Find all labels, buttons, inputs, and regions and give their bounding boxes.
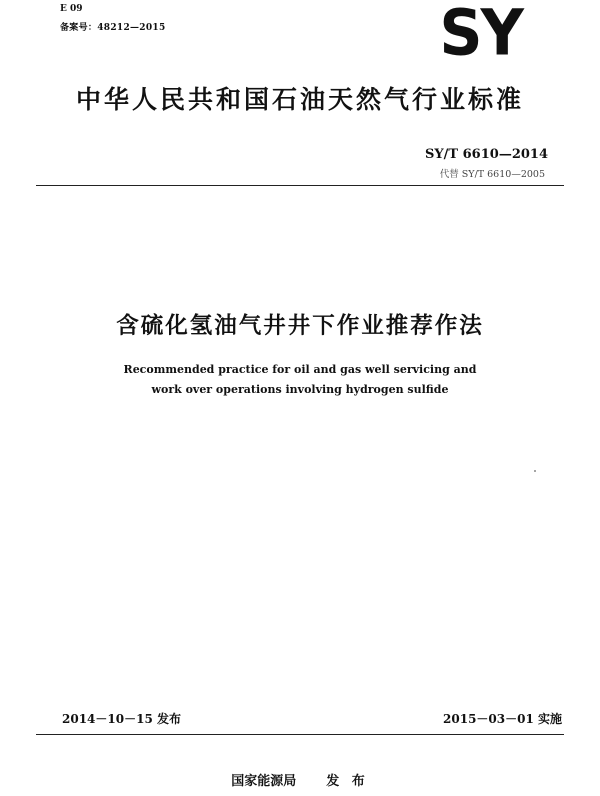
standard-type-heading: 中华人民共和国石油天然气行业标准 [75, 85, 524, 114]
filing-number: 备案号：48212—2015 [60, 23, 166, 33]
top-divider [36, 185, 564, 186]
replaces-note: 代替 SY/T 6610—2005 [439, 169, 545, 180]
bottom-divider [36, 734, 564, 735]
classification-code: E 09 [60, 4, 83, 14]
standard-code: SY/T 6610—2014 [425, 147, 548, 162]
implementation-date: 2015－03－01 实施 [443, 712, 562, 726]
publisher-line [0, 770, 600, 789]
publish-label: 发 布 [326, 774, 369, 789]
document-title-en-line2: work over operations involving hydrogen sulfide [151, 383, 449, 396]
publisher-name: 国家能源局 [231, 774, 297, 789]
document-title-zh: 含硫化氢油气井井下作业推荐作法 [116, 313, 484, 339]
issue-date: 2014－10－15 发布 [62, 712, 181, 726]
document-title-en-line1: Recommended practice for oil and gas well servicing and [123, 363, 477, 376]
scan-speck [534, 470, 536, 472]
sy-logo: SY [439, 0, 522, 71]
